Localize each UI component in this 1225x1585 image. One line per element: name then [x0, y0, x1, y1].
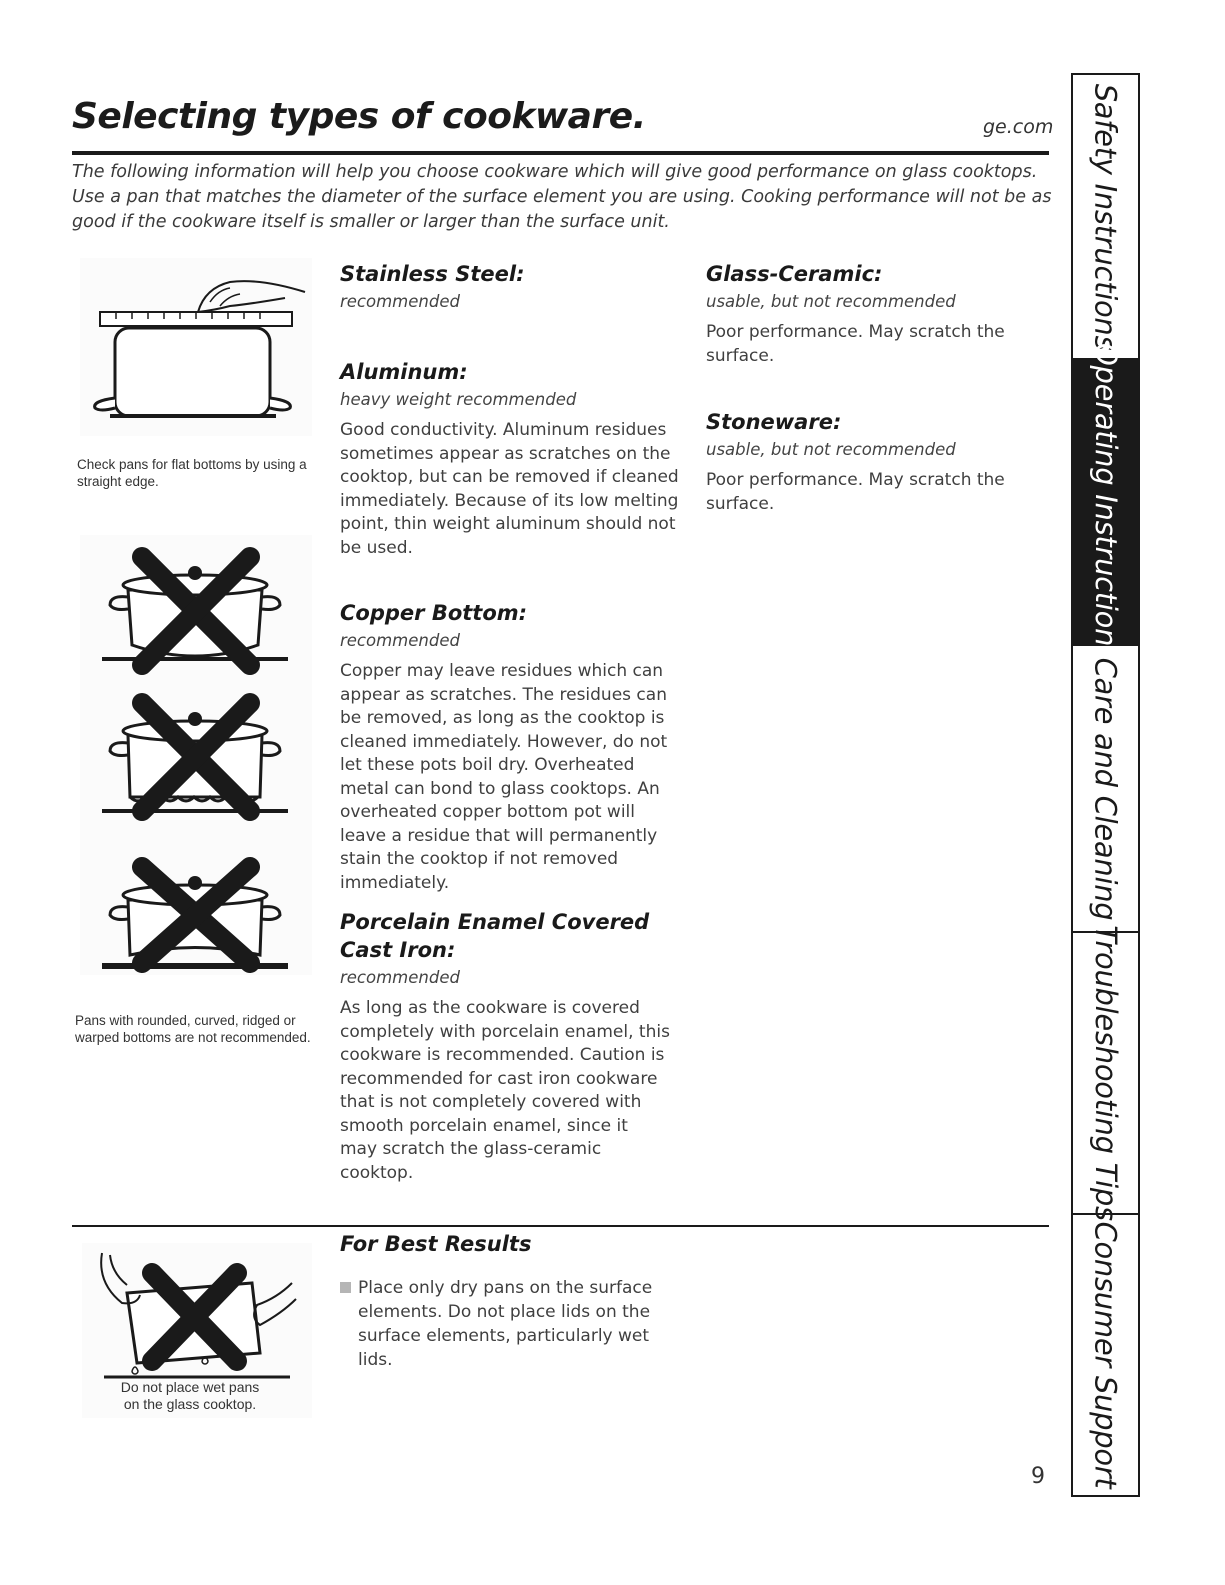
tab-label: Operating Instructions [1088, 343, 1123, 661]
tab-care-and-cleaning[interactable] [1073, 646, 1138, 931]
best-results-bullet [340, 1276, 670, 1372]
page-title: Selecting types of cookware. [72, 96, 646, 137]
section-porcelain-enamel [340, 908, 670, 1185]
bullet-square-icon [340, 1282, 351, 1293]
tab-operating-instructions[interactable] [1073, 343, 1138, 661]
site-url: ge.com [983, 116, 1054, 138]
tab-label: Safety Instructions [1088, 83, 1123, 350]
section-copper-bottom [340, 599, 685, 895]
bad-pans-caption: Pans with rounded, curved, ridged or warped bottoms are not recommended. [75, 1013, 311, 1045]
tab-label: Care and Cleaning [1088, 657, 1123, 920]
section-heading: Aluminum: [340, 360, 468, 384]
section-heading: Copper Bottom: [340, 601, 528, 625]
side-tab-nav [1071, 73, 1140, 1497]
page-number: 9 [1031, 1464, 1045, 1489]
section-body: Poor performance. May scratch the surface. [706, 470, 1005, 514]
straight-edge-caption: Check pans for flat bottoms by using a straight edge. [77, 457, 307, 489]
tab-troubleshooting-tips[interactable] [1073, 925, 1138, 1221]
section-recommendation: usable, but not recommended [706, 440, 956, 459]
section-divider [72, 1225, 1049, 1227]
section-heading: Porcelain Enamel Covered Cast Iron: [340, 910, 650, 962]
section-stainless-steel [340, 260, 680, 313]
section-recommendation: recommended [340, 292, 460, 311]
section-heading: Stoneware: [706, 410, 842, 434]
tab-label: Troubleshooting Tips [1088, 925, 1123, 1221]
section-body: As long as the cookware is covered completely with porcelain enamel, this cookware is recommended. Caution is recommended for cast iron cookware that is not completely covered with smooth porcelain enamel, since it may scratch the glass-ceramic cooktop. [340, 998, 670, 1183]
tab-consumer-support[interactable] [1073, 1213, 1138, 1495]
best-results-bullet-text: Place only dry pans on the surface elements. Do not place lids on the surface elements, particularly wet lids. [358, 1278, 653, 1370]
wet-pans-caption: Do not place wet pans on the glass cooktop. [120, 1379, 260, 1412]
tab-label: Consumer Support [1088, 1221, 1123, 1489]
intro-paragraph: The following information will help you choose cookware which will give good performance on glass cooktops. Use a pan that matches the diameter of the surface element you are using. Cooking performance will not be as good if the cookware itself is smaller or larger than the surface unit. [72, 162, 1052, 232]
section-recommendation: heavy weight recommended [340, 390, 577, 409]
section-body: Good conductivity. Aluminum residues sometimes appear as scratches on the cooktop, but can be removed if cleaned immediately. Because of its low melting point, thin weight aluminum should not be used. [340, 420, 679, 558]
section-aluminum [340, 358, 680, 560]
section-body: Poor performance. May scratch the surface. [706, 322, 1005, 366]
section-glass-ceramic [706, 260, 1016, 368]
tab-safety-instructions[interactable] [1073, 75, 1138, 358]
title-divider [72, 151, 1049, 155]
straight-edge-pan-illustration [80, 258, 312, 436]
best-results-title: For Best Results [340, 1232, 532, 1256]
section-stoneware [706, 408, 1016, 516]
section-recommendation: usable, but not recommended [706, 292, 956, 311]
section-heading: Stainless Steel: [340, 262, 525, 286]
bad-pans-illustration [80, 535, 312, 975]
section-heading: Glass-Ceramic: [706, 262, 883, 286]
section-recommendation: recommended [340, 968, 460, 987]
section-body: Copper may leave residues which can appear as scratches. The residues can be removed, as long as the cooktop is cleaned immediately. However, do not let these pots boil dry. Overheated metal can bond to glass cooktops. An overheated copper bottom pot will leave a residue that will permanently stain the cooktop if not removed immediately. [340, 661, 668, 893]
section-recommendation: recommended [340, 631, 460, 650]
